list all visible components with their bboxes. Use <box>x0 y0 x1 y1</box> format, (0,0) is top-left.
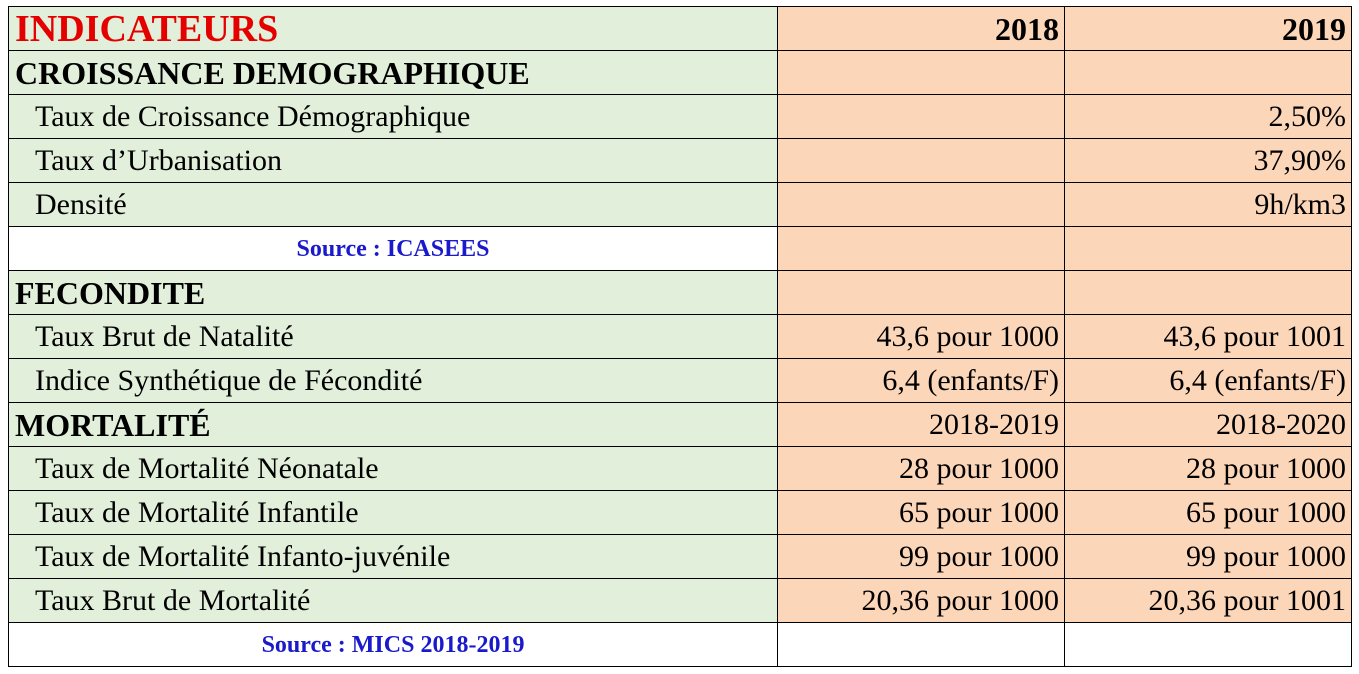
indicator-label[interactable]: Taux de Mortalité Infanto-juvénile <box>9 535 778 579</box>
indicator-label[interactable]: Taux d’Urbanisation <box>9 139 778 183</box>
source-note-icasees[interactable]: Source : ICASEES <box>9 227 778 271</box>
section-title-mortalite[interactable]: MORTALITÉ <box>9 403 778 447</box>
cell-empty[interactable] <box>778 271 1065 315</box>
value-2018[interactable]: 6,4 (enfants/F) <box>778 359 1065 403</box>
value-2019[interactable]: 2,50% <box>1065 95 1352 139</box>
cell-empty[interactable] <box>1065 51 1352 95</box>
section-title-croissance[interactable]: CROISSANCE DEMOGRAPHIQUE <box>9 51 778 95</box>
table-row <box>9 95 1352 139</box>
indicators-table <box>8 6 1352 667</box>
source-row-mics <box>9 623 1352 667</box>
value-2019[interactable]: 99 pour 1000 <box>1065 535 1352 579</box>
value-2018[interactable] <box>778 183 1065 227</box>
indicator-label[interactable]: Taux Brut de Mortalité <box>9 579 778 623</box>
cell-empty[interactable] <box>778 623 1065 667</box>
cell-empty[interactable] <box>778 227 1065 271</box>
indicator-label[interactable]: Taux de Croissance Démographique <box>9 95 778 139</box>
value-2019[interactable]: 20,36 pour 1001 <box>1065 579 1352 623</box>
value-2019[interactable]: 9h/km3 <box>1065 183 1352 227</box>
value-2018[interactable]: 65 pour 1000 <box>778 491 1065 535</box>
value-2019[interactable]: 43,6 pour 1001 <box>1065 315 1352 359</box>
value-2019[interactable]: 37,90% <box>1065 139 1352 183</box>
indicator-label[interactable]: Densité <box>9 183 778 227</box>
period-2019[interactable]: 2018-2020 <box>1065 403 1352 447</box>
cell-empty[interactable] <box>778 51 1065 95</box>
section-row-croissance <box>9 51 1352 95</box>
indicator-label[interactable]: Taux de Mortalité Infantile <box>9 491 778 535</box>
source-row-icasees <box>9 227 1352 271</box>
value-2018[interactable]: 99 pour 1000 <box>778 535 1065 579</box>
cell-empty[interactable] <box>1065 271 1352 315</box>
table-row <box>9 315 1352 359</box>
value-2018[interactable]: 28 pour 1000 <box>778 447 1065 491</box>
cell-empty[interactable] <box>1065 227 1352 271</box>
table-row <box>9 535 1352 579</box>
table-row <box>9 579 1352 623</box>
value-2018[interactable]: 20,36 pour 1000 <box>778 579 1065 623</box>
source-note-mics[interactable]: Source : MICS 2018-2019 <box>9 623 778 667</box>
table-row <box>9 491 1352 535</box>
table-row <box>9 359 1352 403</box>
value-2019[interactable]: 65 pour 1000 <box>1065 491 1352 535</box>
year-2018-header[interactable]: 2018 <box>778 7 1065 51</box>
section-row-mortalite <box>9 403 1352 447</box>
cell-empty[interactable] <box>1065 623 1352 667</box>
section-title-fecondite[interactable]: FECONDITE <box>9 271 778 315</box>
value-2019[interactable]: 6,4 (enfants/F) <box>1065 359 1352 403</box>
section-row-fecondite <box>9 271 1352 315</box>
indicators-title[interactable]: INDICATEURS <box>9 7 778 51</box>
table-row <box>9 447 1352 491</box>
header-row <box>9 7 1352 51</box>
indicator-label[interactable]: Taux de Mortalité Néonatale <box>9 447 778 491</box>
value-2018[interactable]: 43,6 pour 1000 <box>778 315 1065 359</box>
indicator-label[interactable]: Indice Synthétique de Fécondité <box>9 359 778 403</box>
table-row <box>9 183 1352 227</box>
period-2018[interactable]: 2018-2019 <box>778 403 1065 447</box>
value-2018[interactable] <box>778 95 1065 139</box>
year-2019-header[interactable]: 2019 <box>1065 7 1352 51</box>
value-2019[interactable]: 28 pour 1000 <box>1065 447 1352 491</box>
value-2018[interactable] <box>778 139 1065 183</box>
indicator-label[interactable]: Taux Brut de Natalité <box>9 315 778 359</box>
table-row <box>9 139 1352 183</box>
